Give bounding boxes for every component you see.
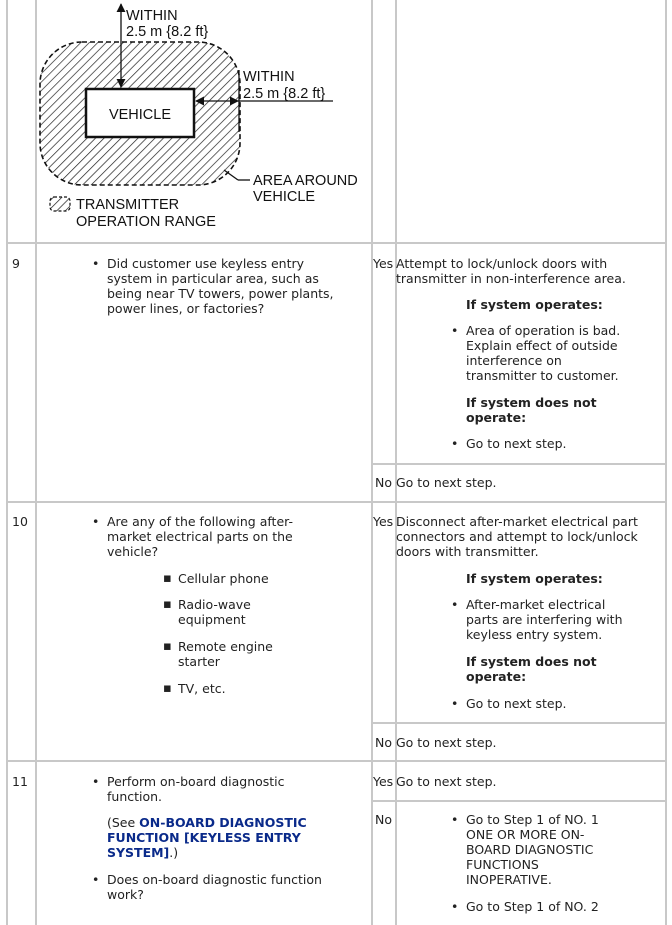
area-around-label: AREA AROUND <box>253 173 358 189</box>
operates-result: parts are interfering with <box>466 612 623 627</box>
operates-result: • After-market electrical <box>466 597 605 612</box>
if-not-operates-heading: If system does not <box>466 654 597 669</box>
if-operates-heading: If system operates: <box>466 297 603 312</box>
no-result: INOPERATIVE. <box>466 872 552 887</box>
check-line: • Does on-board diagnostic function <box>107 872 322 887</box>
step-number: 11 <box>12 774 28 789</box>
check-line: power lines, or factories? <box>107 301 265 316</box>
step-number: 10 <box>12 514 28 529</box>
see-reference <box>107 815 307 830</box>
yes-action: connectors and attempt to lock/unlock <box>396 529 638 544</box>
part-item: ▪ Radio-wave <box>178 597 251 612</box>
part-item: starter <box>178 654 220 669</box>
no-result: FUNCTIONS <box>466 857 539 872</box>
operates-result: interference on <box>466 353 562 368</box>
operates-result: transmitter to customer. <box>466 368 619 383</box>
row-divider <box>6 242 667 244</box>
check-line: function. <box>107 789 163 804</box>
row-divider <box>371 800 667 802</box>
operates-result: keyless entry system. <box>466 627 603 642</box>
yes-label: Yes <box>373 774 394 789</box>
no-action: Go to next step. <box>396 475 497 490</box>
no-result: • Go to Step 1 of NO. 1 <box>466 812 599 827</box>
within-right-label: WITHIN <box>243 69 295 85</box>
step-number: 9 <box>12 256 20 271</box>
legend-label: TRANSMITTER <box>76 197 180 213</box>
distance-top-label: 2.5 m {8.2 ft} <box>126 24 209 40</box>
legend-swatch <box>50 197 70 211</box>
no-action: Go to next step. <box>396 735 497 750</box>
row-divider <box>371 722 667 724</box>
check-line: system in particular area, such as <box>107 271 319 286</box>
see-suffix: .) <box>169 845 179 860</box>
part-item: ▪ Cellular phone <box>178 571 269 586</box>
see-reference <box>107 845 178 860</box>
onboard-diagnostic-link[interactable]: SYSTEM] <box>107 845 170 860</box>
part-item: ▪ TV, etc. <box>178 681 226 696</box>
row-divider <box>6 501 667 503</box>
no-label: No <box>375 812 392 827</box>
check-line: • Perform on-board diagnostic <box>107 774 285 789</box>
row-divider <box>371 463 667 465</box>
step-check <box>107 256 334 316</box>
no-result: • Go to Step 1 of NO. 2 <box>466 899 599 914</box>
if-not-operates-heading: operate: <box>466 410 527 425</box>
within-top-label: WITHIN <box>126 8 178 24</box>
yes-action: Attempt to lock/unlock doors with <box>396 256 608 271</box>
onboard-diagnostic-link[interactable]: ON-BOARD DIAGNOSTIC <box>139 815 307 830</box>
no-result: BOARD DIAGNOSTIC <box>466 842 594 857</box>
operates-result: Explain effect of outside <box>466 338 618 353</box>
operates-result: • Area of operation is bad. <box>466 323 620 338</box>
if-not-operates-heading: operate: <box>466 669 527 684</box>
check-line: • Did customer use keyless entry <box>107 256 334 271</box>
vehicle-label: VEHICLE <box>108 107 172 123</box>
check-line: work? <box>107 887 144 902</box>
no-result: ONE OR MORE ON- <box>466 827 585 842</box>
onboard-diagnostic-link[interactable]: FUNCTION [KEYLESS ENTRY <box>107 830 301 845</box>
see-prefix: (See <box>107 815 140 830</box>
not-operates-result: • Go to next step. <box>466 436 567 451</box>
yes-label: Yes <box>373 514 394 529</box>
check-line: market electrical parts on the <box>107 529 293 544</box>
yes-action: transmitter in non-interference area. <box>396 271 626 286</box>
no-label: No <box>375 735 392 750</box>
no-label: No <box>375 475 392 490</box>
row-divider <box>6 760 667 762</box>
check-line: vehicle? <box>107 544 159 559</box>
distance-right-label: 2.5 m {8.2 ft} <box>243 86 326 102</box>
yes-action: Go to next step. <box>396 774 497 789</box>
transmitter-range-diagram <box>38 0 370 240</box>
area-around-label: VEHICLE <box>253 189 316 205</box>
legend-label: OPERATION RANGE <box>76 214 216 230</box>
check-line: • Are any of the following after- <box>107 514 293 529</box>
if-operates-heading: If system operates: <box>466 571 603 586</box>
part-item: equipment <box>178 612 246 627</box>
part-item: ▪ Remote engine <box>178 639 273 654</box>
yes-action: Disconnect after-market electrical part <box>396 514 638 529</box>
yes-action: doors with transmitter. <box>396 544 539 559</box>
table-border-left <box>6 0 8 925</box>
column-divider-number <box>35 0 37 925</box>
check-line: being near TV towers, power plants, <box>107 286 334 301</box>
not-operates-result: • Go to next step. <box>466 696 567 711</box>
yes-label: Yes <box>373 256 394 271</box>
if-not-operates-heading: If system does not <box>466 395 597 410</box>
